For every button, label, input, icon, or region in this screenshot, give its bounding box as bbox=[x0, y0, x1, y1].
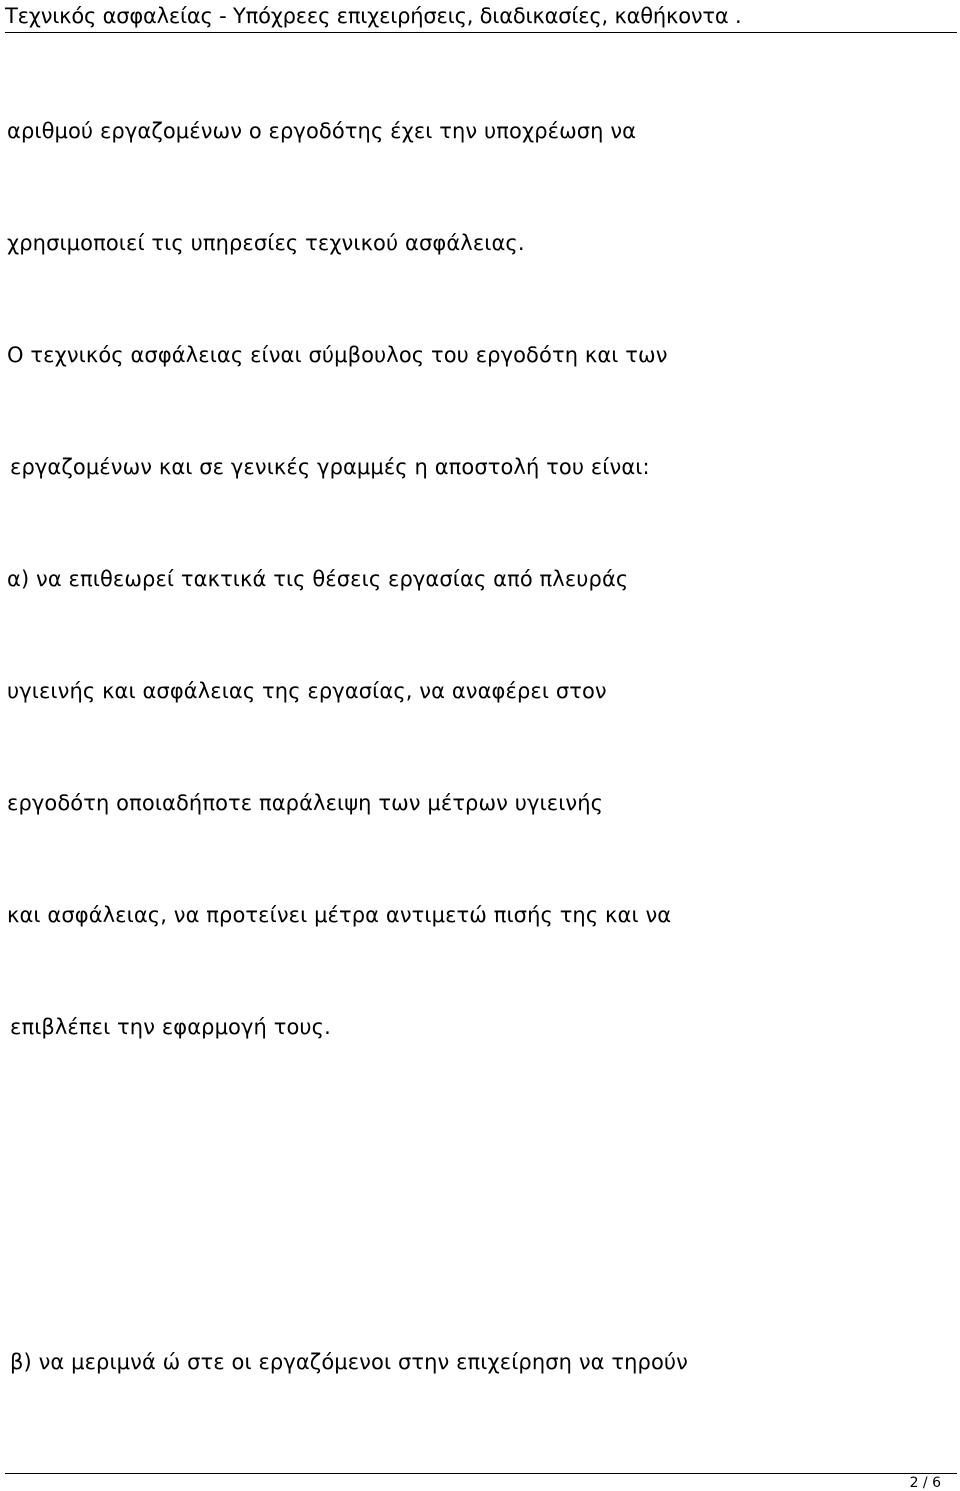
page-footer bbox=[5, 1473, 957, 1491]
paragraph-line: αριθμού εργαζομένων ο εργοδότης έχει την υποχρέωση να bbox=[7, 119, 637, 143]
page-header bbox=[5, 2, 957, 33]
list-item-b-line: β) να μεριμνά ώ στε οι εργαζόμενοι στην επιχείρηση να τηρούν bbox=[10, 1350, 688, 1374]
list-item-a-line: επιβλέπει την εφαρμογή τους. bbox=[10, 1015, 331, 1039]
list-item-a-line: υγιεινής και ασφάλειας της εργασίας, να αναφέρει στον bbox=[7, 679, 607, 703]
paragraph-line: εργαζομένων και σε γενικές γραμμές η αποστολή του είναι: bbox=[10, 455, 650, 479]
document-title: Τεχνικός ασφαλείας - Υπόχρεες επιχειρήσεις, διαδικασίες, καθήκοντα . bbox=[5, 4, 742, 28]
list-item-a-line: α) να επιθεωρεί τακτικά τις θέσεις εργασίας από πλευράς bbox=[7, 567, 629, 591]
paragraph-line: Ο τεχνικός ασφάλειας είναι σύμβουλος του εργοδότη και των bbox=[7, 343, 668, 367]
list-item-a-line: και ασφάλειας, να προτείνει μέτρα αντιμετώ πισής της και να bbox=[7, 903, 672, 927]
list-item-a-line: εργοδότη οποιαδήποτε παράλειψη των μέτρων υγιεινής bbox=[7, 791, 604, 815]
page-number: 2 / 6 bbox=[909, 1475, 941, 1491]
paragraph-line: χρησιμοποιεί τις υπηρεσίες τεχνικού ασφάλειας. bbox=[7, 231, 525, 255]
